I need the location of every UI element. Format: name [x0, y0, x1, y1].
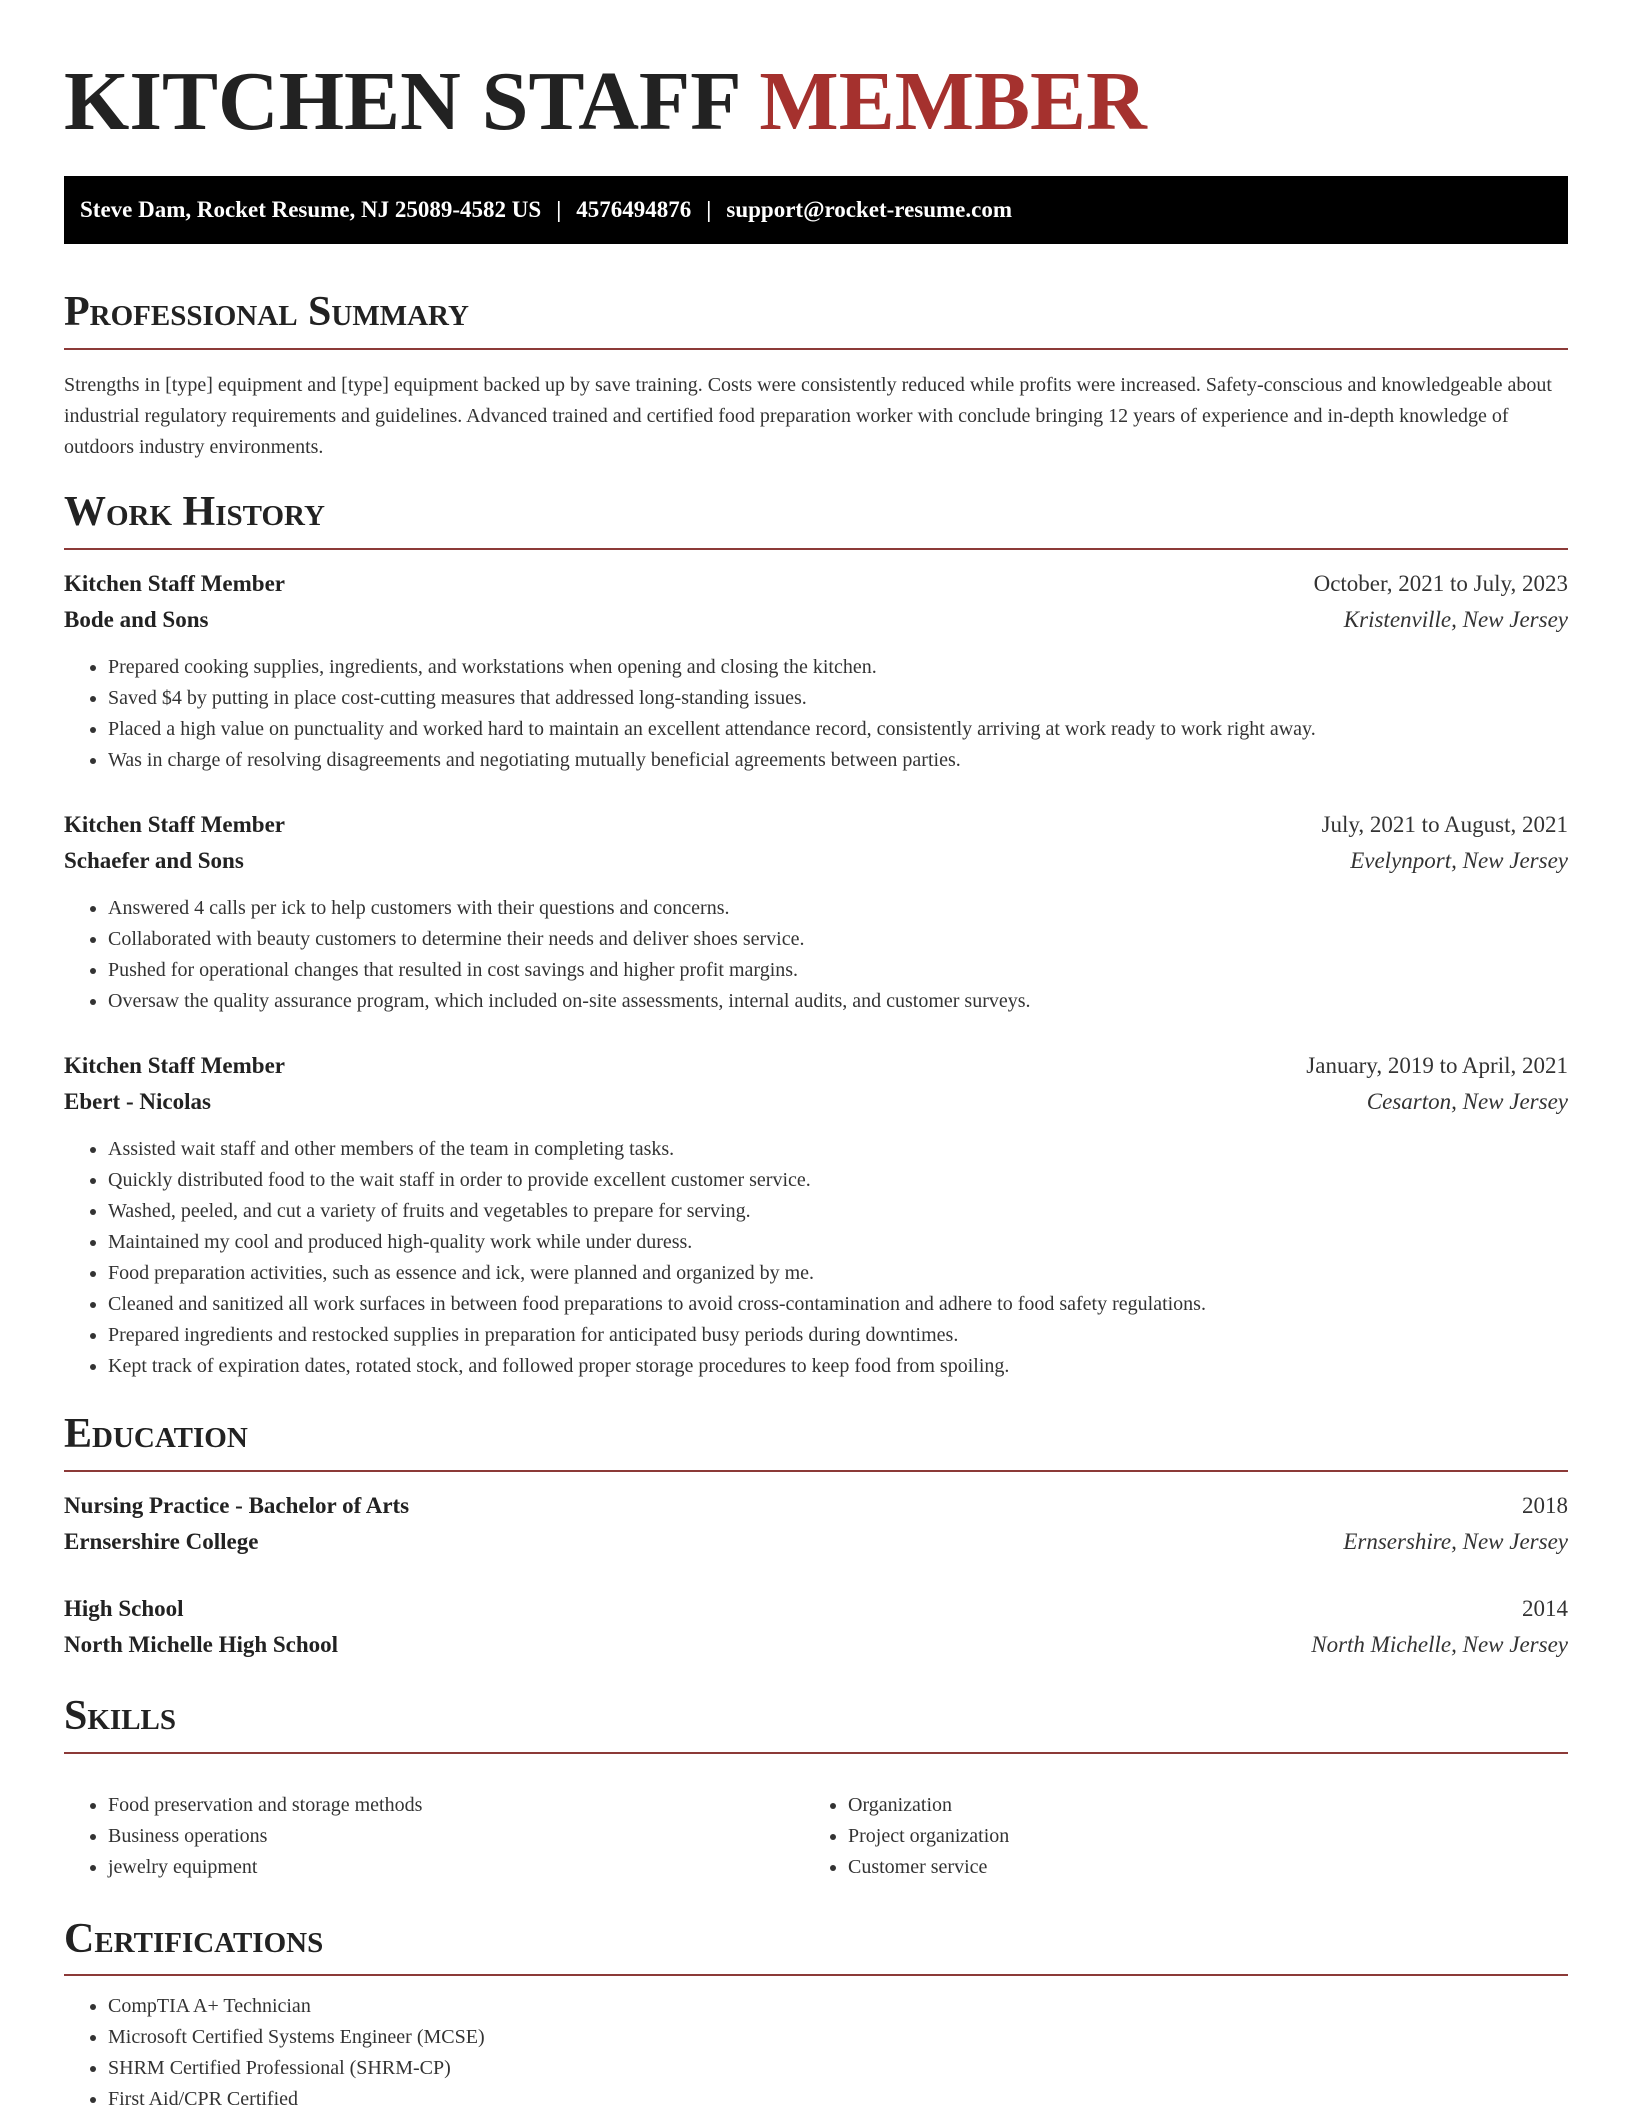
job-header-row	[64, 1049, 1568, 1083]
job-location: Evelynport, New Jersey	[1350, 848, 1568, 873]
job-dates: January, 2019 to April, 2021	[1306, 1053, 1568, 1078]
job-title: Kitchen Staff Member	[64, 571, 285, 596]
contact-address: Steve Dam, Rocket Resume, NJ 25089-4582 US	[80, 197, 542, 222]
contact-bar	[64, 176, 1568, 244]
certification-item: • SHRM Certified Professional (SHRM-CP)	[108, 2053, 485, 2084]
certification-item: • CompTIA A+ Technician	[108, 1991, 485, 2022]
title-main: KITCHEN STAFF	[64, 55, 739, 148]
job-location: Kristenville, New Jersey	[1343, 607, 1568, 632]
skill-item: • Customer service	[848, 1852, 1009, 1883]
job-company: Ebert - Nicolas	[64, 1089, 211, 1114]
list-item: • Placed a high value on punctuality and worked hard to maintain an excellent attendance record, consistently arriving at work ready to work right away.	[108, 714, 1316, 745]
job-dates: October, 2021 to July, 2023	[1313, 571, 1568, 596]
education-school-row	[64, 1525, 1568, 1559]
section-divider	[64, 548, 1568, 550]
list-item: • Maintained my cool and produced high-quality work while under duress.	[108, 1227, 1206, 1258]
education-school-row	[64, 1628, 1568, 1662]
contact-email: support@rocket-resume.com	[726, 197, 1013, 222]
skills-list-right	[804, 1790, 1009, 1883]
summary-heading: Professional Summary	[64, 289, 469, 335]
education-year: 2014	[1522, 1596, 1568, 1621]
education-year: 2018	[1522, 1493, 1568, 1518]
contact-separator: |	[556, 197, 562, 222]
contact-separator: |	[706, 197, 712, 222]
job-header-row	[64, 567, 1568, 601]
job-company-row	[64, 603, 1568, 637]
section-divider	[64, 348, 1568, 350]
job-company: Schaefer and Sons	[64, 848, 244, 873]
work-history-heading: Work History	[64, 489, 325, 535]
education-school: Ernsershire College	[64, 1529, 259, 1554]
education-school: North Michelle High School	[64, 1632, 339, 1657]
summary-text: Strengths in [type] equipment and [type] equipment backed up by save training. Costs were consistently reduced while profits were increased. Safety-conscious and knowledgeable about industrial regulatory requirements and guidelines. Advanced trained and certified food preparation worker with conclude bringing 12 years of experience and in-depth knowledge of outdoors industry environments.	[64, 374, 1552, 458]
job-title: Kitchen Staff Member	[64, 812, 285, 837]
contact-phone: 4576494876	[576, 197, 692, 222]
job-bullets	[64, 1134, 1206, 1382]
list-item: • Saved $4 by putting in place cost-cutting measures that addressed long-standing issues.	[108, 683, 1316, 714]
education-header-row	[64, 1592, 1568, 1626]
skill-item: • Organization	[848, 1790, 1009, 1821]
list-item: • Washed, peeled, and cut a variety of fruits and vegetables to prepare for serving.	[108, 1196, 1206, 1227]
title-accent: MEMBER	[759, 55, 1147, 148]
list-item: • Answered 4 calls per ick to help customers with their questions and concerns.	[108, 893, 1031, 924]
skill-item: • Project organization	[848, 1821, 1009, 1852]
list-item: • Was in charge of resolving disagreements and negotiating mutually beneficial agreements between parties.	[108, 745, 1316, 776]
section-divider	[64, 1974, 1568, 1976]
certifications-heading: Certifications	[64, 1916, 324, 1962]
list-item: • Kept track of expiration dates, rotated stock, and followed proper storage procedures to keep food from spoiling.	[108, 1351, 1206, 1382]
job-company: Bode and Sons	[64, 607, 209, 632]
skill-item: • Food preservation and storage methods	[108, 1790, 422, 1821]
list-item: • Assisted wait staff and other members of the team in completing tasks.	[108, 1134, 1206, 1165]
skills-heading: Skills	[64, 1693, 177, 1739]
education-degree: Nursing Practice - Bachelor of Arts	[64, 1493, 410, 1518]
education-location: North Michelle, New Jersey	[1311, 1632, 1568, 1657]
skill-item: • Business operations	[108, 1821, 422, 1852]
job-bullets	[64, 893, 1031, 1017]
education-header-row	[64, 1489, 1568, 1523]
job-company-row	[64, 844, 1568, 878]
certification-item: • Microsoft Certified Systems Engineer (MCSE)	[108, 2022, 485, 2053]
list-item: • Cleaned and sanitized all work surfaces in between food preparations to avoid cross-contamination and adhere to food safety regulations.	[108, 1289, 1206, 1320]
job-title: Kitchen Staff Member	[64, 1053, 285, 1078]
certifications-list	[64, 1991, 485, 2115]
education-location: Ernsershire, New Jersey	[1343, 1529, 1568, 1554]
list-item: • Collaborated with beauty customers to determine their needs and deliver shoes service.	[108, 924, 1031, 955]
job-bullets	[64, 652, 1316, 776]
education-heading: Education	[64, 1411, 248, 1457]
job-location: Cesarton, New Jersey	[1366, 1089, 1568, 1114]
job-dates: July, 2021 to August, 2021	[1321, 812, 1568, 837]
job-company-row	[64, 1085, 1568, 1119]
resume-title	[64, 52, 1147, 152]
list-item: • Prepared cooking supplies, ingredients, and workstations when opening and closing the kitchen.	[108, 652, 1316, 683]
list-item: • Food preparation activities, such as essence and ick, were planned and organized by me.	[108, 1258, 1206, 1289]
skill-item: • jewelry equipment	[108, 1852, 422, 1883]
certification-item: • First Aid/CPR Certified	[108, 2084, 485, 2115]
section-divider	[64, 1752, 1568, 1754]
job-header-row	[64, 808, 1568, 842]
skills-list-left	[64, 1790, 422, 1883]
list-item: • Oversaw the quality assurance program, which included on-site assessments, internal audits, and customer surveys.	[108, 986, 1031, 1017]
section-divider	[64, 1470, 1568, 1472]
list-item: • Prepared ingredients and restocked supplies in preparation for anticipated busy periods during downtimes.	[108, 1320, 1206, 1351]
education-degree: High School	[64, 1596, 184, 1621]
list-item: • Pushed for operational changes that resulted in cost savings and higher profit margins.	[108, 955, 1031, 986]
list-item: • Quickly distributed food to the wait staff in order to provide excellent customer service.	[108, 1165, 1206, 1196]
